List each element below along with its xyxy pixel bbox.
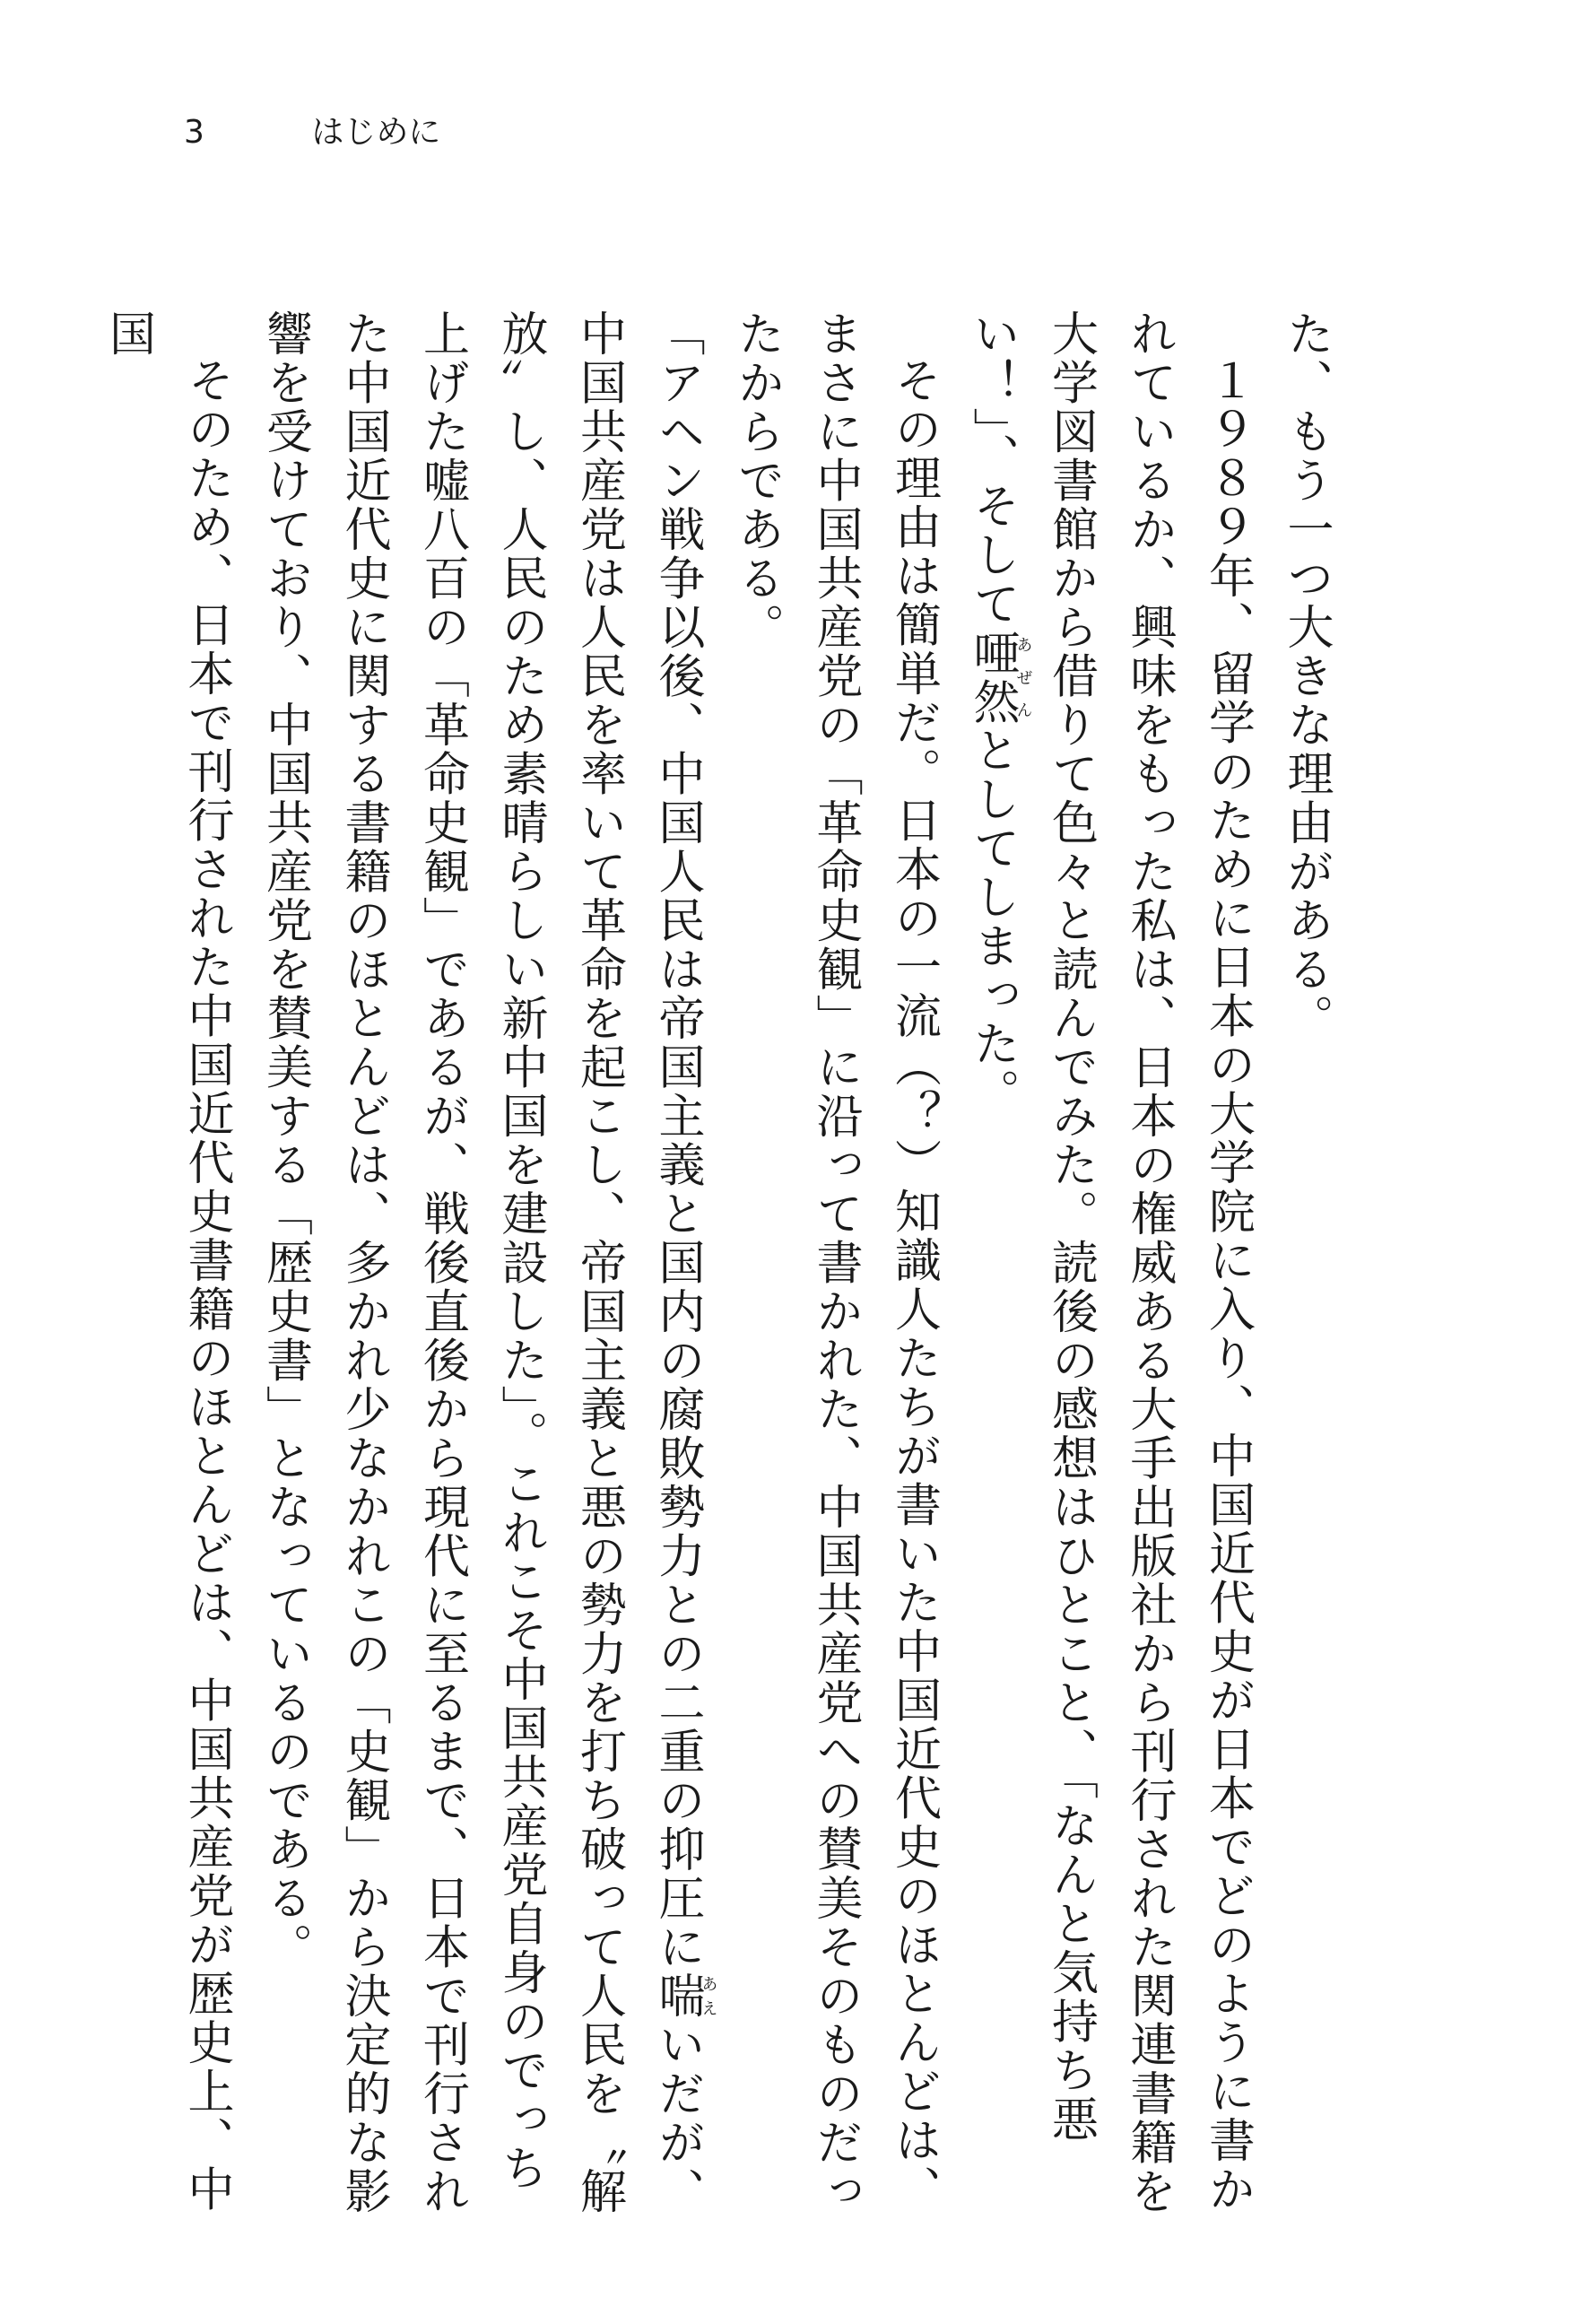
page-header <box>184 106 440 160</box>
paragraph-1-text: た、もう一つ大きな理由がある。 <box>1279 309 1333 1043</box>
paragraph-4-text: 「アヘン戦争以後、中国人民は帝国主義と国内の腐敗勢力との二重の抑圧に <box>650 309 704 1971</box>
furigana-ae <box>650 1971 718 2021</box>
paragraph-5-text: そのため、日本で刊行された中国近代史書籍のほとんどは、中国共産党が歴史上、中国 <box>100 309 233 2214</box>
ruby-base-ae: 喘 <box>650 1971 704 2021</box>
paragraph-4 <box>245 309 717 2220</box>
ruby-reading-ae: あえ <box>699 1971 718 2021</box>
paragraph-2-tail: としてしまった。 <box>965 726 1019 1118</box>
body-text <box>100 309 1344 2220</box>
paragraph-5 <box>88 309 245 2220</box>
running-title: はじめに <box>311 114 441 151</box>
page-number: 3 <box>184 114 204 151</box>
paragraph-2-text: １９８９年、留学のために日本の大学院に入り、中国近代史が日本でどのように書かれているか、興味をもった私は、日本の権威ある大手出版社から刊行された関連書籍を大学図書館から借りて色々と読んでみた。読後の感想はひとこと、「なんと気持ち悪い！」、そして <box>965 309 1255 2216</box>
paragraph-2 <box>952 309 1266 2220</box>
paragraph-3-text: その理由は簡単だ。日本の一流（？）知識人たちが書いた中国近代史のほとんどは、まさに中国共産党の「革命史観」に沿って書かれた、中国共産党への賛美そのものだったからである。 <box>729 309 941 2216</box>
ruby-base-azen: 唖然 <box>965 628 1019 727</box>
paragraph-3 <box>717 309 952 2220</box>
furigana-azen <box>965 628 1033 727</box>
paragraph-4-tail: いだが、中国共産党は人民を率いて革命を起こし、帝国主義と悪の勢力を打ち破って人民を〝解放〟し、人民のため素晴らしい新中国を建設した」。これこそ中国共産党自身のでっち上げた嘘八百の「革命史観」であるが、戦後直後から現代に至るまで、日本で刊行された中国近代史に関する書籍のほとんどは、多かれ少なかれこの「史観」から決定的な影響を受けており、中国共産党を賛美する「歴史書」となっているのである。 <box>257 309 704 2216</box>
paragraph-1 <box>1266 309 1345 2220</box>
ruby-reading-azen: あぜん <box>1013 628 1033 727</box>
